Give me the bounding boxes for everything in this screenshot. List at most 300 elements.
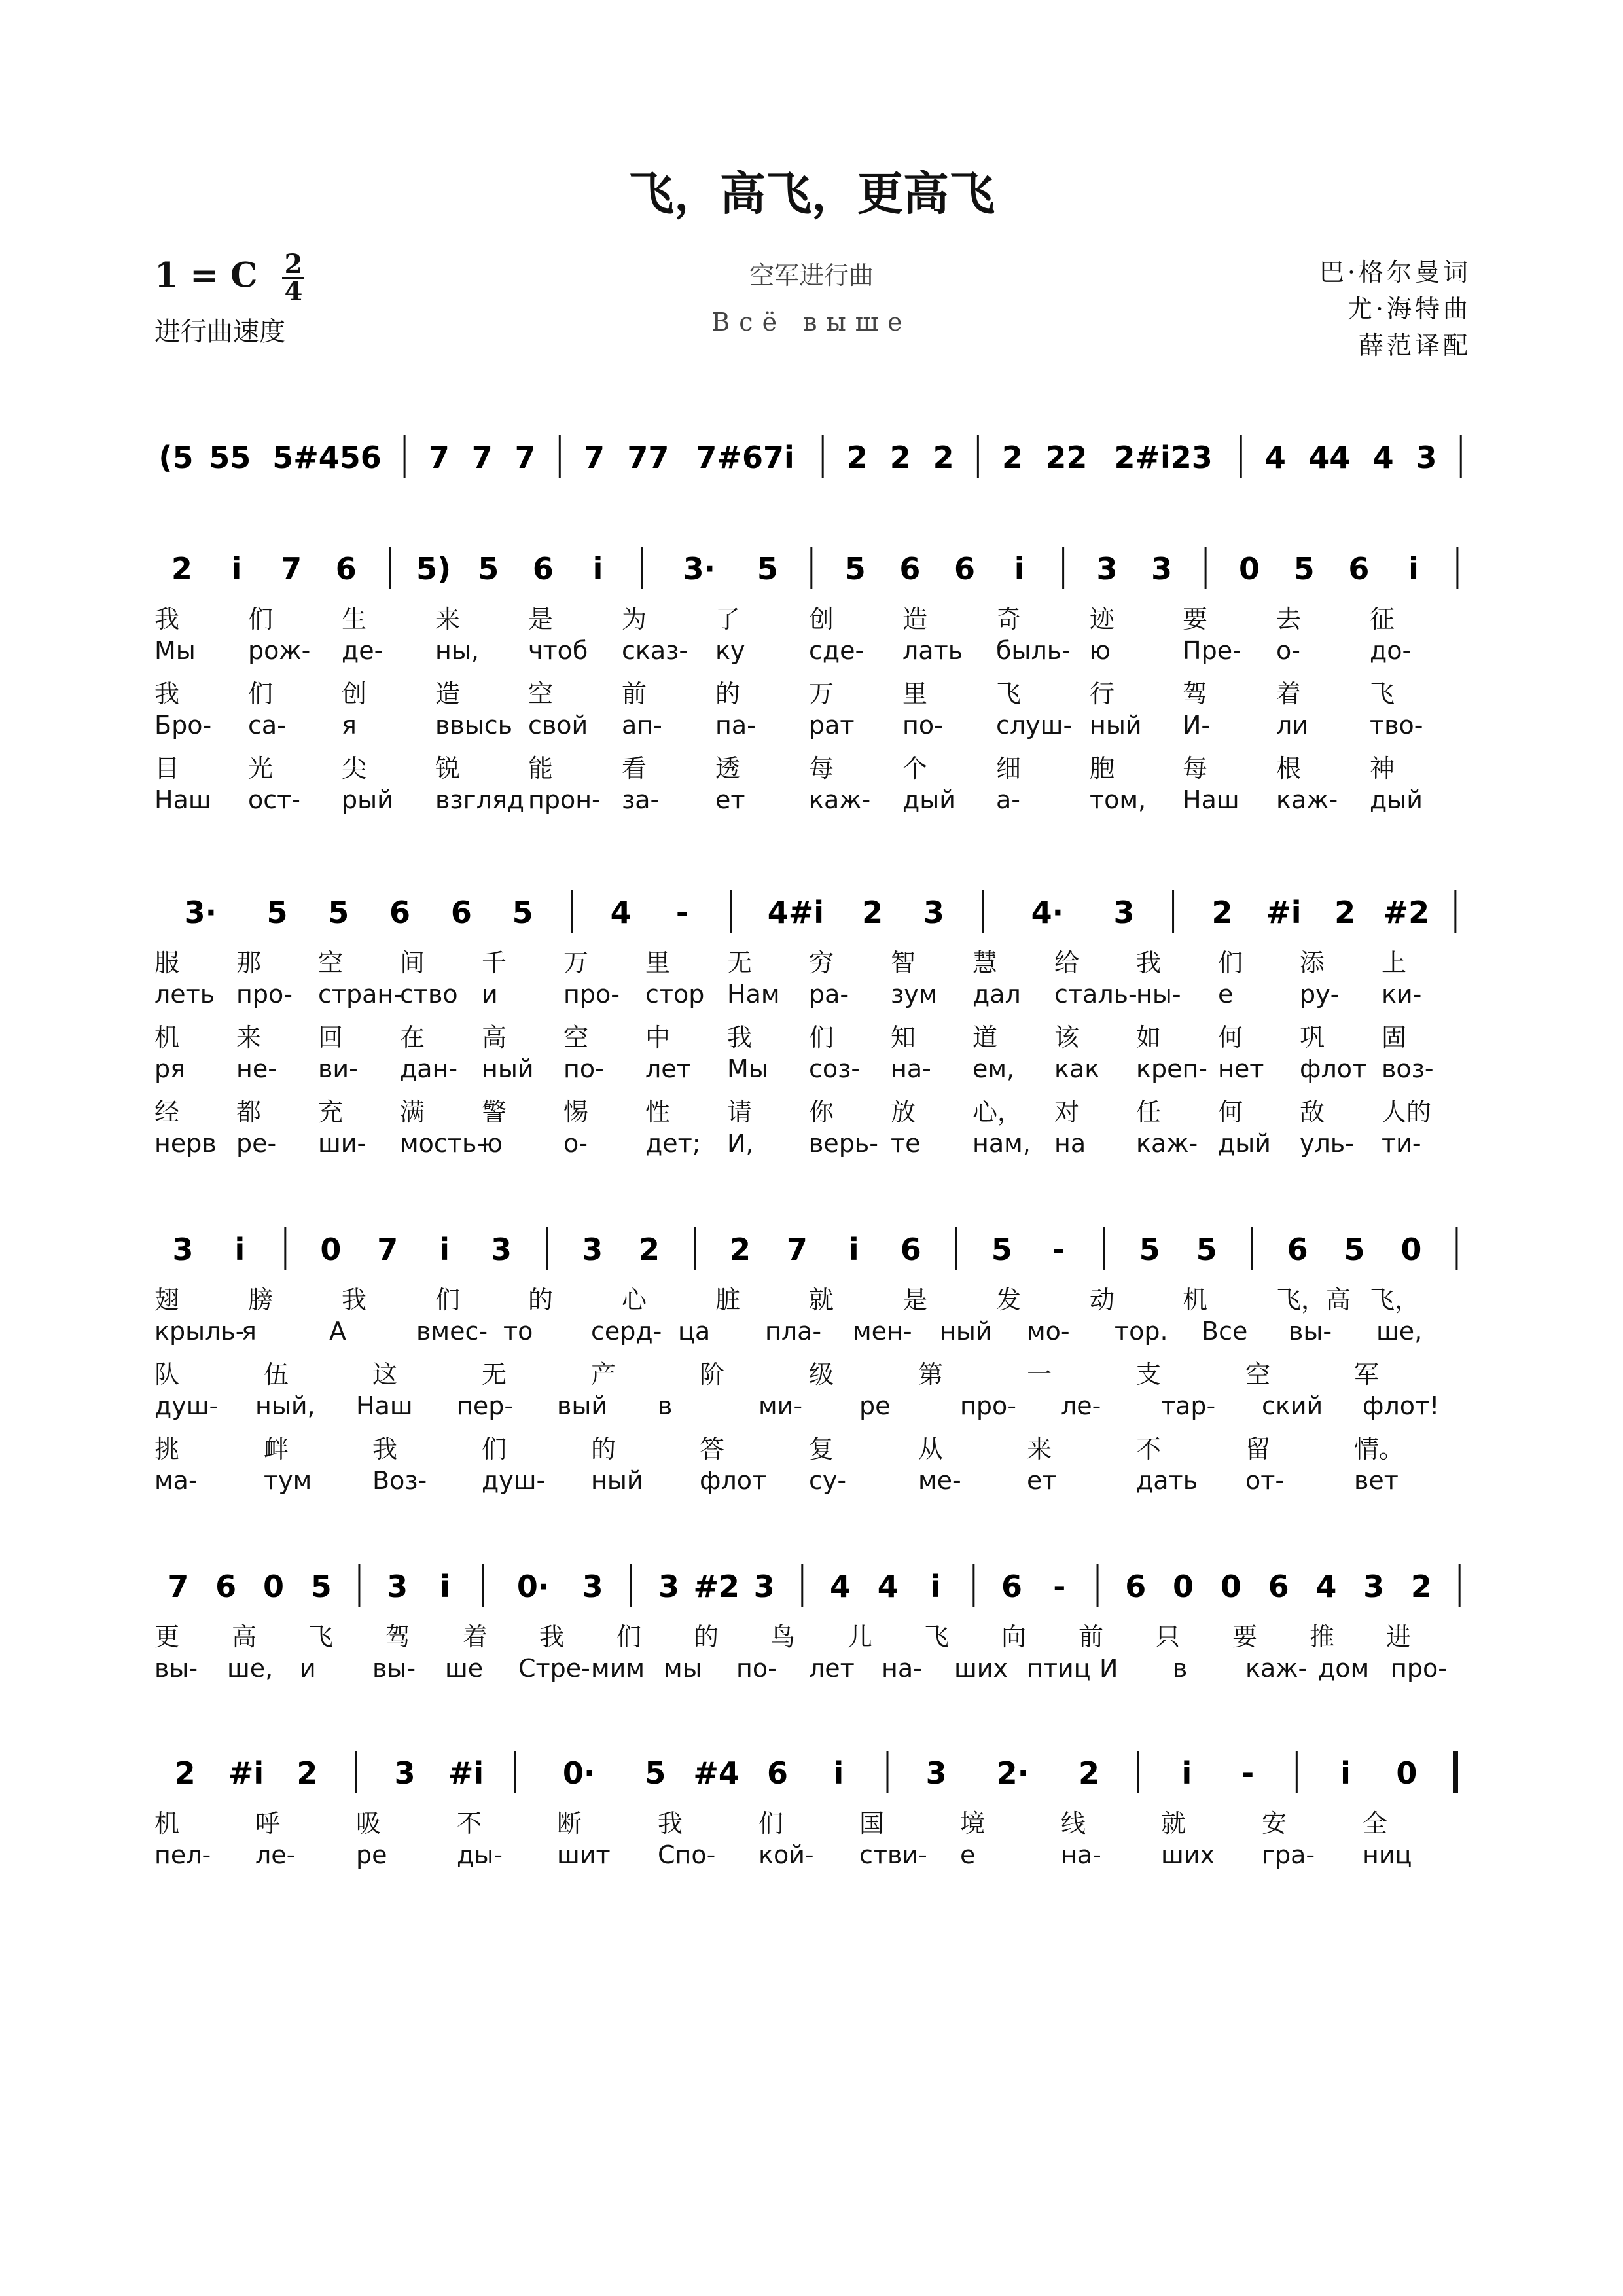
- note-group: 6: [450, 895, 472, 930]
- lyric-syllable: до-: [1370, 636, 1412, 665]
- lyric-syllable: 来: [236, 1023, 262, 1052]
- note-group: -: [1241, 1755, 1255, 1791]
- lyric-syllable: 们: [1218, 948, 1243, 977]
- lyric-syllable: ше,: [227, 1654, 274, 1683]
- lyric-syllable: 挑: [154, 1435, 180, 1463]
- lyric-syllable: 们: [248, 679, 274, 708]
- lyric-syllable: 的: [715, 679, 741, 708]
- lyric-syllable: то: [503, 1317, 533, 1346]
- lyric-syllable: каж-: [1276, 785, 1338, 814]
- lyric-row: [154, 785, 1474, 819]
- lyric-syllable: 你: [809, 1098, 834, 1126]
- lyric-syllable: на-: [1061, 1840, 1101, 1869]
- lyric-syllable: уль-: [1300, 1129, 1354, 1158]
- lyric-syllable: 透: [715, 754, 741, 783]
- lyric-syllable: 的: [528, 1285, 554, 1314]
- lyric-syllable: ны,: [435, 636, 479, 665]
- lyric-syllable: 飞，高: [1276, 1285, 1351, 1314]
- note-group: #i: [448, 1755, 484, 1791]
- lyric-syllable: 光: [248, 754, 274, 783]
- lyric-syllable: 无: [482, 1360, 507, 1389]
- note-group: 5): [416, 551, 452, 586]
- lyric-syllable: Бро-: [154, 711, 212, 740]
- lyric-syllable: по-: [563, 1054, 604, 1083]
- lyric-syllable: 从: [918, 1435, 944, 1463]
- note-group: 5: [844, 551, 866, 586]
- lyric-syllable: ви-: [318, 1054, 358, 1083]
- lyric-syllable: 们: [758, 1809, 784, 1838]
- lyric-syllable: я: [241, 1317, 257, 1346]
- lyric-syllable: пер-: [457, 1391, 514, 1420]
- lyric-syllable: 穷: [809, 948, 834, 977]
- lyric-row: [154, 1429, 1474, 1463]
- note-group: 2: [1078, 1755, 1100, 1791]
- lyric-syllable: 空: [528, 679, 554, 708]
- note-group: 6: [389, 895, 411, 930]
- note-group: 6: [1287, 1232, 1308, 1267]
- lyric-syllable: ны-: [1136, 980, 1181, 1009]
- lyric-syllable: Мы: [154, 636, 196, 665]
- lyric-syllable: 鸟: [770, 1623, 796, 1651]
- lyric-syllable: как: [1054, 1054, 1100, 1083]
- lyric-syllable: 高: [482, 1023, 507, 1052]
- lyric-syllable: 我: [727, 1023, 753, 1052]
- note-group: i: [848, 1232, 859, 1267]
- note-group: 0: [320, 1232, 342, 1267]
- note-group: 4: [830, 1569, 851, 1604]
- note-group: 7: [428, 440, 450, 475]
- lyric-syllable: дый: [902, 785, 955, 814]
- lyric-syllable: 我: [1136, 948, 1162, 977]
- translator: 薛范译配: [1358, 331, 1471, 360]
- lyric-syllable: 我: [658, 1809, 683, 1838]
- lyric-syllable: ки-: [1382, 980, 1422, 1009]
- lyric-syllable: нерв: [154, 1129, 217, 1158]
- lyric-syllable: стви-: [859, 1840, 927, 1869]
- lyric-syllable: 动: [1090, 1285, 1115, 1314]
- lyric-syllable: 不: [457, 1809, 482, 1838]
- lyric-row: [154, 1317, 1474, 1351]
- note-group: 7: [583, 440, 605, 475]
- lyric-syllable: 来: [435, 605, 461, 634]
- lyric-syllable: соз-: [809, 1054, 861, 1083]
- lyric-syllable: ды-: [457, 1840, 503, 1869]
- note-group: 6: [899, 551, 921, 586]
- lyric-syllable: лет: [809, 1654, 855, 1683]
- note-group: #2: [693, 1569, 740, 1604]
- lyric-syllable: лет: [645, 1054, 691, 1083]
- lyric-syllable: 线: [1061, 1809, 1086, 1838]
- lyric-syllable: Наш: [1183, 785, 1240, 814]
- lyric-syllable: стран-: [318, 980, 402, 1009]
- lyric-syllable: 那: [236, 948, 262, 977]
- note-group: 0: [1400, 1232, 1422, 1267]
- lyric-syllable: 个: [902, 754, 928, 783]
- lyric-syllable: ю: [1090, 636, 1111, 665]
- score-line-6: [154, 1748, 1474, 1793]
- lyric-syllable: 队: [154, 1360, 180, 1389]
- note-group: i: [1408, 551, 1419, 586]
- lyric-row: [154, 1617, 1474, 1651]
- lyric-syllable: И-: [1183, 711, 1211, 740]
- credits: [1319, 254, 1471, 364]
- lyric-syllable: 行: [1090, 679, 1115, 708]
- lyric-syllable: 是: [902, 1285, 928, 1314]
- subtitle-russian: Всё выше: [711, 308, 912, 336]
- lyric-syllable: Нам: [727, 980, 780, 1009]
- lyric-syllable: 锐: [435, 754, 461, 783]
- lyric-syllable: 一: [1027, 1360, 1052, 1389]
- note-group: 2: [638, 1232, 660, 1267]
- lyric-syllable: сталь-: [1054, 980, 1137, 1009]
- lyric-syllable: шит: [557, 1840, 611, 1869]
- note-group: 3: [658, 1569, 680, 1604]
- lyric-syllable: 道: [972, 1023, 998, 1052]
- lyric-syllable: дый: [1370, 785, 1423, 814]
- lyric-syllable: ру-: [1300, 980, 1340, 1009]
- lyric-syllable: 千: [482, 948, 507, 977]
- lyric-syllable: рож-: [248, 636, 311, 665]
- lyric-syllable: 我: [154, 679, 180, 708]
- lyric-row: [154, 711, 1474, 745]
- lyric-syllable: а-: [996, 785, 1020, 814]
- lyric-syllable: 留: [1245, 1435, 1271, 1463]
- note-group: 0: [1239, 551, 1260, 586]
- note-group: 5: [1293, 551, 1315, 586]
- note-group: 7: [377, 1232, 399, 1267]
- lyric-syllable: и: [482, 980, 498, 1009]
- note-group: 6: [335, 551, 357, 586]
- lyric-syllable: 心，: [972, 1098, 1023, 1126]
- note-group: 4: [1264, 440, 1286, 475]
- lyric-syllable: от-: [1245, 1466, 1285, 1495]
- lyric-syllable: 性: [645, 1098, 671, 1126]
- note-group: 3·: [683, 551, 716, 586]
- lyric-syllable: А: [329, 1317, 346, 1346]
- lyric-syllable: про-: [1391, 1654, 1447, 1683]
- lyric-syllable: в: [1173, 1654, 1188, 1683]
- lyric-syllable: 推: [1310, 1623, 1335, 1651]
- note-group: 2: [1334, 895, 1356, 930]
- note-group: 5: [266, 895, 288, 930]
- note-group: 4·: [1031, 895, 1064, 930]
- lyric-syllable: 是: [528, 605, 554, 634]
- subtitle: 空军进行曲: [749, 261, 874, 290]
- lyric-syllable: 就: [809, 1285, 834, 1314]
- lyric-syllable: 飞: [308, 1623, 334, 1651]
- lyric-syllable: ше: [445, 1654, 484, 1683]
- note-group: 3·: [184, 895, 217, 930]
- lyric-syllable: 万: [563, 948, 589, 977]
- lyric-syllable: 对: [1054, 1098, 1080, 1126]
- lyric-syllable: флот: [1300, 1054, 1367, 1083]
- lyric-row: [154, 1280, 1474, 1314]
- lyric-syllable: нет: [1218, 1054, 1264, 1083]
- lyric-syllable: Спо-: [658, 1840, 716, 1869]
- lyric-syllable: вет: [1354, 1466, 1399, 1495]
- lyric-syllable: 放: [891, 1098, 916, 1126]
- lyric-row: [154, 1017, 1474, 1051]
- lyric-syllable: 着: [1276, 679, 1302, 708]
- lyric-syllable: 飞: [996, 679, 1022, 708]
- lyric-syllable: серд-: [591, 1317, 662, 1346]
- note-group: i: [231, 551, 242, 586]
- lyric-syllable: 间: [400, 948, 425, 977]
- lyric-syllable: чтоб: [528, 636, 588, 665]
- tempo-marking: 进行曲速度: [154, 317, 285, 347]
- lyric-syllable: де-: [342, 636, 383, 665]
- lyric-syllable: птиц: [1027, 1654, 1091, 1683]
- lyric-syllable: ем,: [972, 1054, 1015, 1083]
- lyric-syllable: 每: [1183, 754, 1208, 783]
- note-group: 0·: [516, 1569, 550, 1604]
- lyric-syllable: Стре-: [518, 1654, 590, 1683]
- lyric-syllable: ше,: [1376, 1317, 1423, 1346]
- lyric-syllable: 万: [809, 679, 834, 708]
- lyric-syllable: 支: [1136, 1360, 1162, 1389]
- score-line-4: [154, 1224, 1474, 1270]
- lyric-syllable: Наш: [356, 1391, 413, 1420]
- lyric-syllable: 的: [694, 1623, 719, 1651]
- lyric-syllable: ре-: [236, 1129, 277, 1158]
- lyric-syllable: стор: [645, 980, 705, 1009]
- lyric-syllable: 智: [891, 948, 916, 977]
- lyric-syllable: дый: [1218, 1129, 1271, 1158]
- lyric-syllable: 我: [154, 605, 180, 634]
- lyric-syllable: нам,: [972, 1129, 1031, 1158]
- lyric-syllable: е: [1218, 980, 1234, 1009]
- lyric-syllable: 固: [1382, 1023, 1407, 1052]
- lyric-syllable: 更: [154, 1623, 180, 1651]
- lyric-syllable: ный: [940, 1317, 992, 1346]
- lyric-syllable: ми-: [758, 1391, 803, 1420]
- note-group: 2: [862, 895, 883, 930]
- lyric-syllable: 情。: [1354, 1435, 1404, 1463]
- lyric-syllable: о-: [563, 1129, 588, 1158]
- note-group: 6: [1125, 1569, 1147, 1604]
- lyric-syllable: ку: [715, 636, 745, 665]
- lyric-syllable: 充: [318, 1098, 344, 1126]
- note-group: 2#i23: [1114, 440, 1213, 475]
- lyric-syllable: вы-: [154, 1654, 198, 1683]
- note-group: 3: [394, 1755, 416, 1791]
- lyric-syllable: за-: [622, 785, 660, 814]
- lyric-syllable: 空: [318, 948, 344, 977]
- lyric-syllable: 翅: [154, 1285, 180, 1314]
- note-group: 3: [491, 1232, 512, 1267]
- lyric-syllable: креп-: [1136, 1054, 1208, 1083]
- lyric-syllable: 高: [232, 1623, 257, 1651]
- note-group: 0: [1173, 1569, 1194, 1604]
- lyric-syllable: 敌: [1300, 1098, 1325, 1126]
- lyric-syllable: лать: [902, 636, 963, 665]
- note-group: 3: [923, 895, 944, 930]
- note-group: 2: [174, 1755, 196, 1791]
- lyric-syllable: 们: [616, 1623, 642, 1651]
- lyric-syllable: 们: [809, 1023, 834, 1052]
- lyric-syllable: про-: [236, 980, 293, 1009]
- lyric-syllable: 尖: [342, 754, 367, 783]
- lyric-syllable: воз-: [1382, 1054, 1434, 1083]
- lyric-syllable: 服: [154, 948, 180, 977]
- lyric-syllable: не-: [236, 1054, 277, 1083]
- lyric-syllable: 征: [1370, 605, 1395, 634]
- lyric-row: [154, 1391, 1474, 1426]
- lyric-syllable: по-: [902, 711, 943, 740]
- note-group: 44: [1308, 440, 1351, 475]
- lyric-syllable: 造: [435, 679, 461, 708]
- note-group: 6: [766, 1755, 789, 1791]
- lyric-syllable: быль-: [996, 636, 1071, 665]
- lyric-syllable: 迹: [1090, 605, 1115, 634]
- lyric-syllable: 机: [1183, 1285, 1208, 1314]
- lyric-syllable: 上: [1382, 948, 1407, 977]
- note-group: i: [1340, 1755, 1351, 1791]
- note-group: 6: [954, 551, 976, 586]
- lyric-syllable: 能: [528, 754, 554, 783]
- lyric-syllable: 警: [482, 1098, 507, 1126]
- lyricist: 巴·格尔曼词: [1319, 258, 1471, 287]
- lyric-syllable: 看: [622, 754, 647, 783]
- lyric-syllable: тум: [264, 1466, 312, 1495]
- lyric-syllable: 来: [1027, 1435, 1052, 1463]
- lyric-syllable: каж-: [1136, 1129, 1198, 1158]
- lyric-syllable: о-: [1276, 636, 1300, 665]
- lyric-syllable: 要: [1183, 605, 1208, 634]
- lyric-syllable: 如: [1136, 1023, 1162, 1052]
- note-group: 5: [645, 1755, 666, 1791]
- lyric-syllable: 前: [1079, 1623, 1104, 1651]
- notation-svg: [154, 432, 1474, 478]
- note-group: -: [1052, 1232, 1065, 1267]
- score-line-3: [154, 887, 1474, 933]
- note-group: #2: [1383, 895, 1430, 930]
- lyric-syllable: 衅: [264, 1435, 289, 1463]
- note-group: 22: [1045, 440, 1088, 475]
- lyric-syllable: свой: [528, 711, 588, 740]
- score-line-1: [154, 432, 1474, 478]
- lyric-syllable: 空: [1245, 1360, 1271, 1389]
- lyric-syllable: ю: [482, 1129, 503, 1158]
- note-group: 6: [215, 1569, 237, 1604]
- lyric-syllable: Пре-: [1183, 636, 1241, 665]
- lyric-syllable: в: [658, 1391, 673, 1420]
- lyric-syllable: ре: [859, 1391, 891, 1420]
- note-group: 77: [627, 440, 669, 475]
- lyric-syllable: 吸: [356, 1809, 382, 1838]
- lyric-syllable: ский: [1262, 1391, 1323, 1420]
- lyric-syllable: 们: [435, 1285, 461, 1314]
- lyric-row: [154, 1129, 1474, 1163]
- lyric-syllable: каж-: [809, 785, 871, 814]
- lyric-syllable: ост-: [248, 785, 300, 814]
- lyric-syllable: 里: [902, 679, 928, 708]
- lyric-syllable: ма-: [154, 1466, 198, 1495]
- note-group: 2: [889, 440, 911, 475]
- lyric-syllable: пла-: [765, 1317, 822, 1346]
- lyric-syllable: 惕: [563, 1098, 589, 1126]
- note-group: 3: [387, 1569, 408, 1604]
- lyric-syllable: тар-: [1161, 1391, 1216, 1420]
- lyric-syllable: 呼: [255, 1809, 281, 1838]
- lyric-syllable: вы-: [372, 1654, 416, 1683]
- lyric-syllable: 儿: [847, 1623, 873, 1651]
- lyric-syllable: душ-: [154, 1391, 219, 1420]
- lyric-syllable: 就: [1161, 1809, 1186, 1838]
- lyric-syllable: 知: [891, 1023, 916, 1052]
- lyric-row: [154, 1054, 1474, 1088]
- notation-svg: [154, 543, 1474, 589]
- note-group: 55: [209, 440, 251, 475]
- lyric-syllable: гра-: [1262, 1840, 1315, 1869]
- lyric-syllable: взгляд: [435, 785, 524, 814]
- lyric-syllable: 我: [539, 1623, 565, 1651]
- lyric-syllable: ца: [678, 1317, 711, 1346]
- note-group: 3: [582, 1232, 603, 1267]
- lyric-syllable: 我: [372, 1435, 398, 1463]
- note-group: i: [440, 1569, 450, 1604]
- lyric-syllable: 膀: [248, 1285, 274, 1314]
- lyric-syllable: ство: [400, 980, 458, 1009]
- lyric-syllable: слуш-: [996, 711, 1073, 740]
- lyric-syllable: зум: [891, 980, 938, 1009]
- lyric-syllable: 满: [400, 1098, 425, 1126]
- note-group: 3: [925, 1755, 947, 1791]
- note-group: i: [930, 1569, 941, 1604]
- lyric-syllable: 脏: [715, 1285, 741, 1314]
- lyric-syllable: 着: [463, 1623, 488, 1651]
- note-group: 2: [171, 551, 192, 586]
- lyric-syllable: 这: [372, 1360, 398, 1389]
- lyric-syllable: ный: [591, 1466, 643, 1495]
- lyric-syllable: мо-: [1027, 1317, 1070, 1346]
- lyric-syllable: 机: [154, 1023, 180, 1052]
- lyric-syllable: 伍: [264, 1360, 289, 1389]
- lyric-syllable: 无: [727, 948, 753, 977]
- lyric-syllable: и: [300, 1654, 316, 1683]
- lyric-syllable: 奇: [996, 605, 1022, 634]
- lyric-syllable: крыль-: [154, 1317, 245, 1346]
- lyric-syllable: 全: [1363, 1809, 1388, 1838]
- note-group: 2: [730, 1232, 751, 1267]
- lyric-syllable: ле-: [255, 1840, 296, 1869]
- note-group: #4: [693, 1755, 740, 1791]
- lyric-syllable: 的: [591, 1435, 616, 1463]
- note-group: 5: [991, 1232, 1012, 1267]
- lyric-row: [154, 1466, 1474, 1500]
- lyric-syllable: 驾: [1183, 679, 1208, 708]
- note-group: 3: [582, 1569, 603, 1604]
- note-group: 5: [512, 895, 533, 930]
- note-group: 6: [1001, 1569, 1023, 1604]
- lyric-syllable: пел-: [154, 1840, 211, 1869]
- lyric-syllable: ших: [1161, 1840, 1215, 1869]
- lyric-syllable: ре: [356, 1840, 387, 1869]
- note-group: 4: [1315, 1569, 1337, 1604]
- lyric-syllable: ле-: [1061, 1391, 1101, 1420]
- lyric-syllable: 生: [342, 605, 367, 634]
- lyric-syllable: 回: [318, 1023, 344, 1052]
- note-group: #i: [1266, 895, 1302, 930]
- lyric-syllable: вый: [557, 1391, 608, 1420]
- note-group: -: [675, 895, 688, 930]
- notation-svg: [154, 1224, 1474, 1270]
- lyric-syllable: те: [891, 1129, 921, 1158]
- lyric-syllable: 机: [154, 1809, 180, 1838]
- lyric-row: [154, 599, 1474, 633]
- lyric-syllable: Наш: [154, 785, 211, 814]
- lyric-syllable: 人的: [1382, 1098, 1432, 1126]
